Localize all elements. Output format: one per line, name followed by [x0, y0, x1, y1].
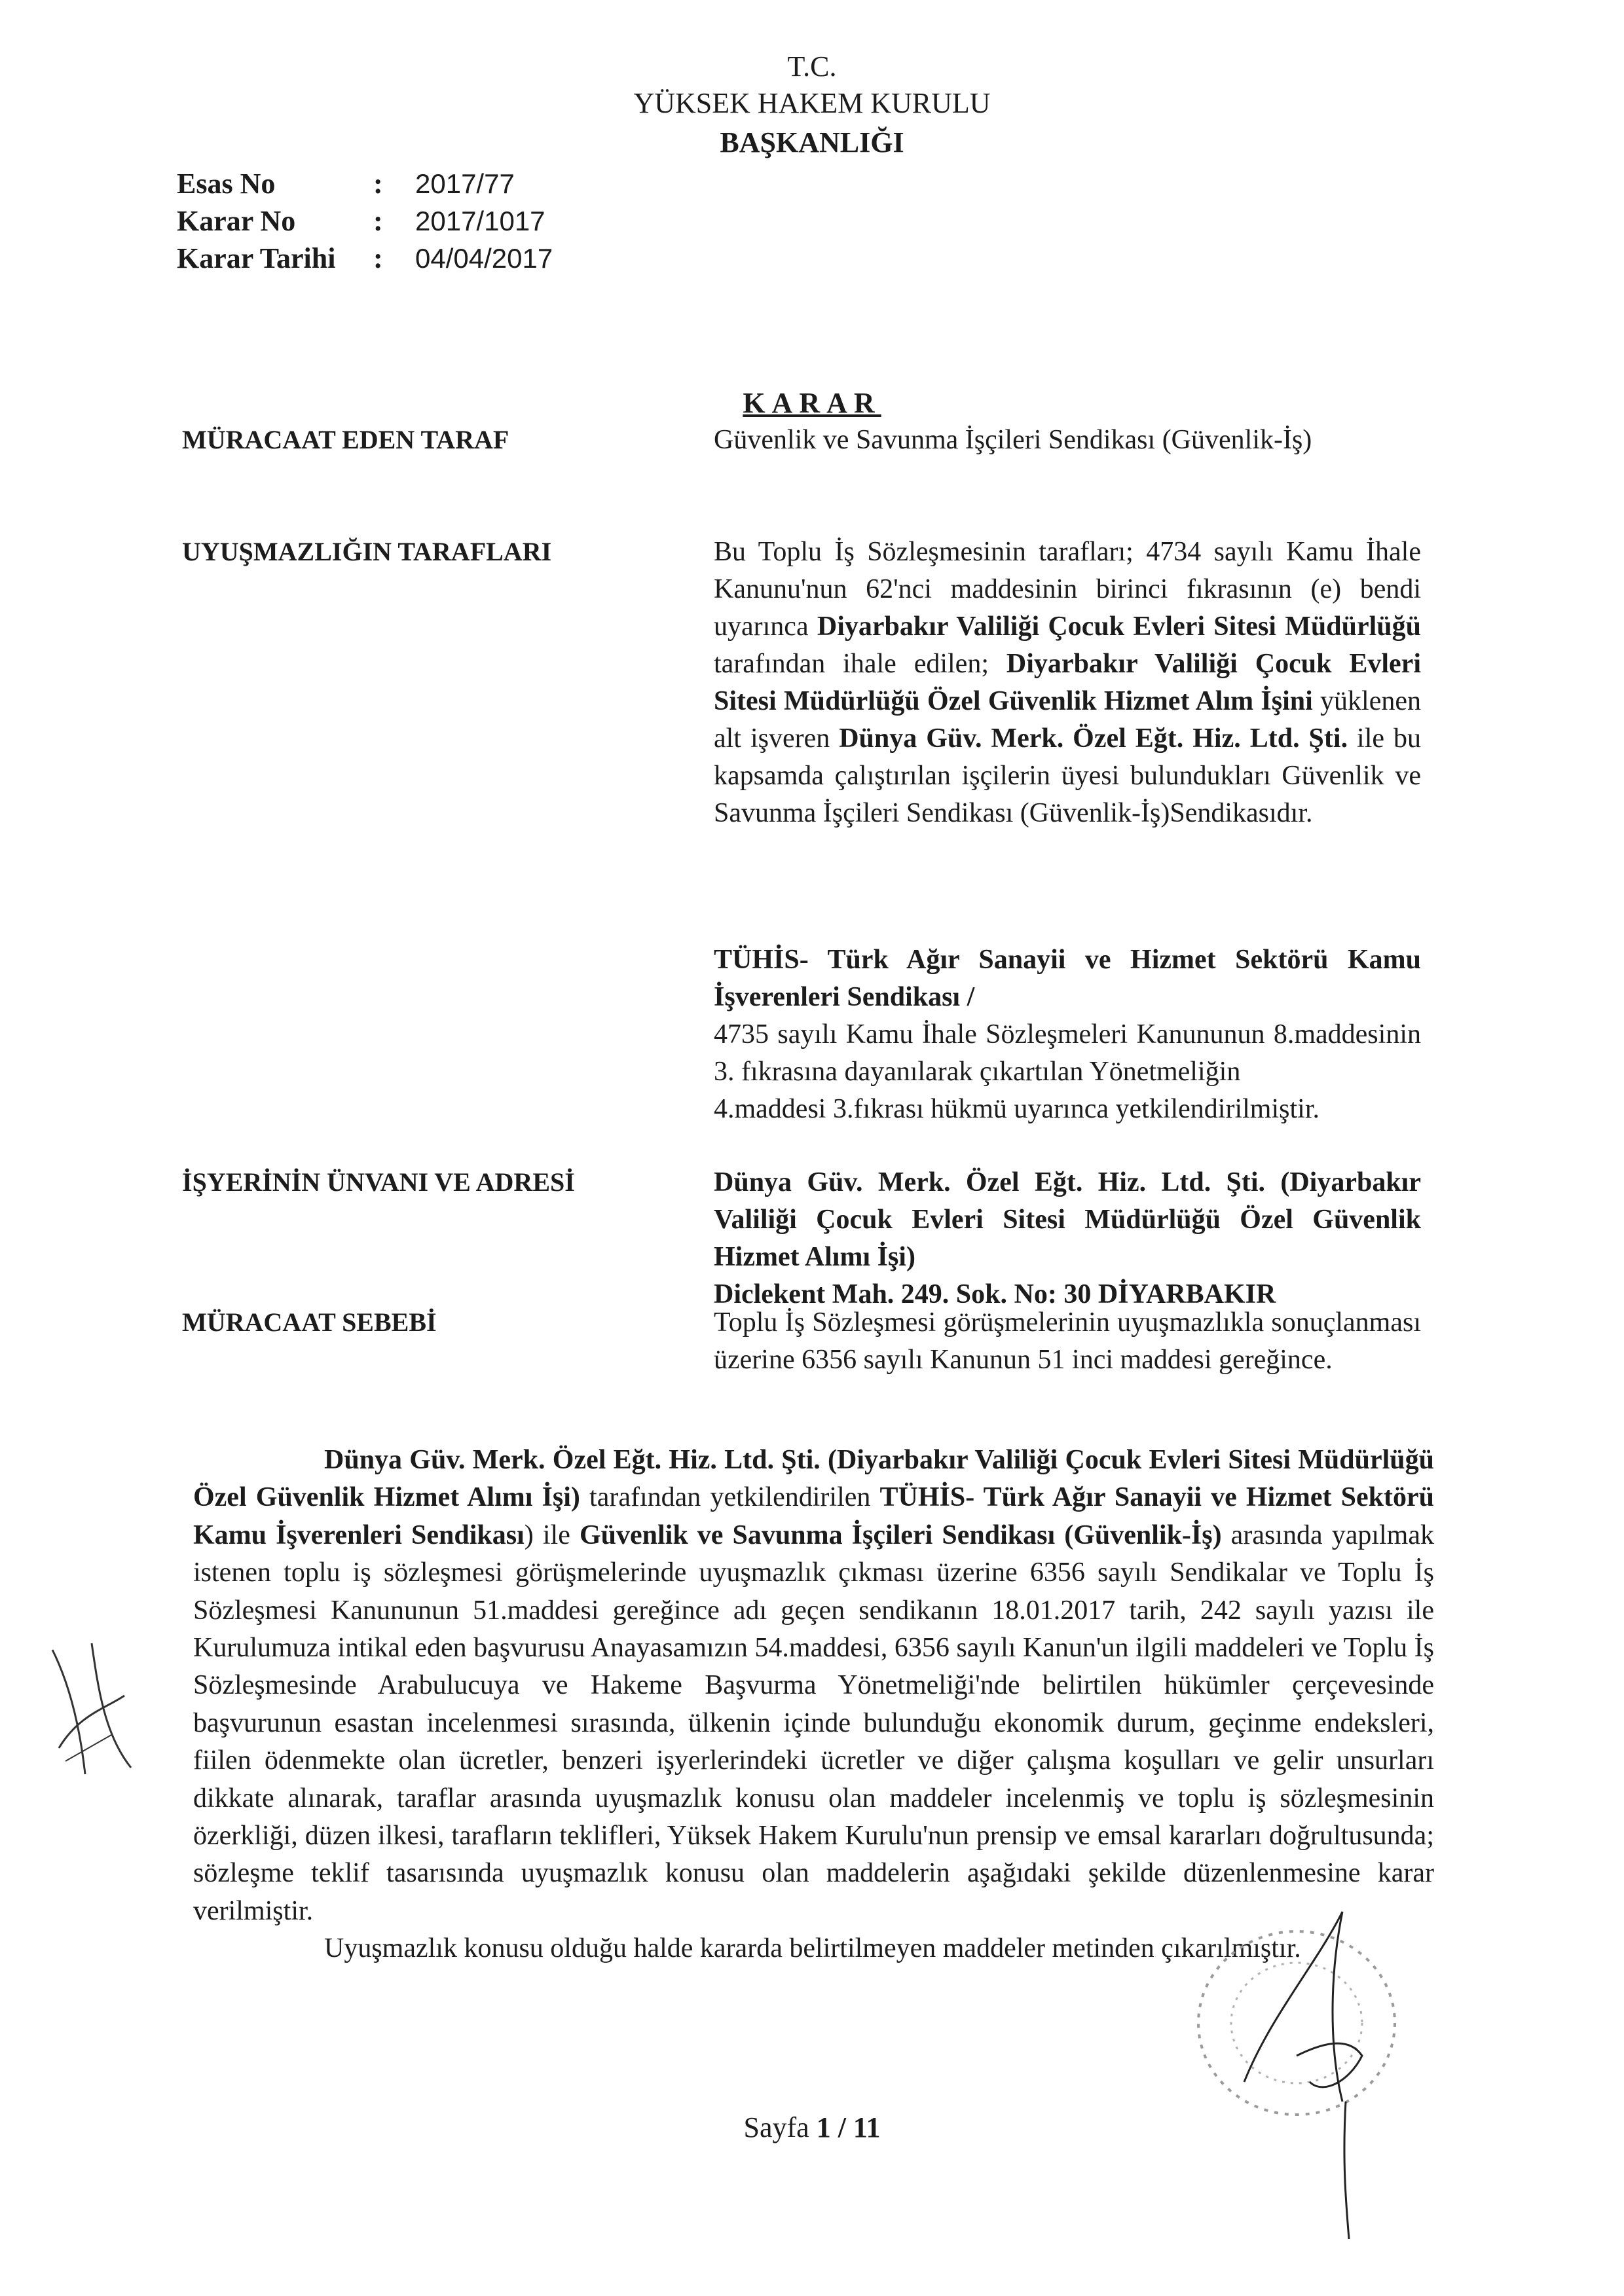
text-isyeri: [714, 1164, 1421, 1313]
body-paragraph-2: Uyuşmazlık konusu olduğu halde kararda belirtilmeyen maddeler metinden çıkarılmıştır.: [324, 1933, 1301, 1964]
meta-value: 2017/77: [415, 168, 515, 199]
page-number: 1 / 11: [816, 2111, 881, 2143]
text-taraflar-employer: [714, 941, 1421, 1128]
header-line-office: BAŞKANLIĞI: [720, 126, 904, 158]
meta-label: Karar Tarihi: [177, 242, 336, 274]
employer-union-name: TÜHİS- Türk Ağır Sanayii ve Hizmet Sektörü Kamu İşverenleri Sendikası /: [714, 945, 1421, 1012]
employer-union-basis: 4735 sayılı Kamu İhale Sözleşmeleri Kanununun 8.maddesinin 3. fıkrasına dayanılarak çıkartılan Yönetmeliğin: [714, 1019, 1421, 1087]
header-line-institution: YÜKSEK HAKEM KURULU: [633, 87, 991, 119]
body-bold: Dünya Güv. Merk. Özel Eğt. Hiz. Ltd. Şti. (Diyarbakır Valiliği Çocuk Evleri Sitesi Müdürlüğü Özel Güvenlik Hizmet Alımı İşi): [193, 1445, 1434, 1513]
body-bold: Güvenlik ve Savunma İşçileri Sendikası (Güvenlik-İş): [579, 1520, 1222, 1550]
taraflar-text: ile bu kapsamda çalıştırılan işçilerin üyesi bulundukları Güvenlik ve Savunma İşçileri Sendikası (Güvenlik-İş)Sendikasıdır.: [714, 723, 1422, 828]
taraflar-text: yüklenen alt işveren: [714, 686, 1421, 754]
meta-colon: :: [373, 205, 383, 237]
meta-colon: :: [373, 242, 383, 274]
taraflar-bold: Diyarbakır Valiliği Çocuk Evleri Sitesi Müdürlüğü: [817, 611, 1421, 642]
document-title: KARAR: [743, 387, 881, 419]
page-label: Sayfa: [743, 2111, 809, 2143]
meta-label: Esas No: [177, 168, 276, 200]
taraflar-text: tarafından ihale edilen;: [714, 649, 1006, 679]
meta-label: Karar No: [177, 205, 296, 237]
label-taraflar: UYUŞMAZLIĞIN TARAFLARI: [182, 537, 552, 566]
meta-row-karar-tarihi: [177, 240, 553, 277]
body-text: arasında yapılmak istenen toplu iş sözleşmesi görüşmelerinde uyuşmazlık çıkması üzerine 6356 sayılı Sendikalar ve Toplu İş Sözleşmesi Kanununun 51.maddesi gereğince adı geçen sendikanın 18.01.2017 tarih, 242 sayılı yazısı ile Kurulumuza intikal eden başvurusu Anayasamızın 54.maddesi, 6356 sayılı Kanun'un ilgili maddeleri ve Toplu İş Sözleşmesinde Arabulucuya ve Hakeme Başvurma Yönetmeliği'nde belirtilen hükümler çerçevesinde başvurunun esastan incelenmesi sırasında, ülkenin içinde bulunduğu ekonomik durum, geçinme endeksleri, fiilen ödenmekte olan ücretler, benzeri işyerlerindeki ücretler ve diğer çalışma koşulları ve gelir unsurları dikkate alınarak, taraflar arasında uyuşmazlık konusu olan maddeler incelenmiş ve toplu iş sözleşmesinin özerkliği, düzen ilkesi, tarafların teklifleri, Yüksek Hakem Kurulu'nun prensip ve emsal kararları doğrultusunda; sözleşme teklif tasarısında uyuşmazlık konusu olan maddelerin aşağıdaki şekilde düzenlenmesine karar verilmiştir.: [193, 1520, 1434, 1926]
case-metadata: [177, 165, 553, 277]
signature-mark-left: [39, 1637, 144, 1787]
meta-row-esas: [177, 165, 553, 202]
body-bold: TÜHİS- Türk Ağır Sanayii ve Hizmet Sektörü Kamu İşverenleri Sendikası: [193, 1482, 1434, 1550]
meta-row-karar-no: [177, 202, 553, 240]
decision-body: [193, 1442, 1434, 1968]
taraflar-paragraph-1: [714, 534, 1421, 832]
text-muracaat-eden: Güvenlik ve Savunma İşçileri Sendikası (Güvenlik-İş): [714, 425, 1312, 455]
meta-colon: :: [373, 168, 383, 200]
isyeri-name: Dünya Güv. Merk. Özel Eğt. Hiz. Ltd. Şti. (Diyarbakır Valiliği Çocuk Evleri Sitesi Müdürlüğü Özel Güvenlik Hizmet Alımı İşi): [714, 1167, 1421, 1272]
taraflar-bold: Diyarbakır Valiliği Çocuk Evleri Sitesi Müdürlüğü Özel Güvenlik Hizmet Alım İşini: [714, 649, 1421, 716]
body-text: tarafından yetkilendirilen: [580, 1482, 880, 1513]
taraflar-text: Bu Toplu İş Sözleşmesinin tarafları; 4734 sayılı Kamu İhale Kanunu'nun 62'nci maddesinin birinci fıkrasının (e) bendi uyarınca: [714, 537, 1421, 642]
body-paragraph-1: [193, 1442, 1434, 1930]
label-muracaat-eden: MÜRACAAT EDEN TARAF: [182, 425, 509, 454]
page-footer: [0, 2111, 1624, 2144]
label-sebep: MÜRACAAT SEBEBİ: [182, 1307, 437, 1337]
employer-union-basis-end: 4.maddesi 3.fıkrası hükmü uyarınca yetkilendirilmiştir.: [714, 1094, 1320, 1124]
taraflar-bold: Dünya Güv. Merk. Özel Eğt. Hiz. Ltd. Şti.: [839, 723, 1348, 754]
isyeri-address: Diclekent Mah. 249. Sok. No: 30 DİYARBAKIR: [714, 1279, 1276, 1309]
body-text: ) ile: [524, 1520, 580, 1550]
meta-value: 2017/1017: [415, 206, 545, 236]
meta-value: 04/04/2017: [415, 243, 553, 274]
text-sebep: Toplu İş Sözleşmesi görüşmelerinin uyuşmazlıkla sonuçlanması üzerine 6356 sayılı Kanunun 51 inci maddesi gereğince.: [714, 1307, 1421, 1375]
text-taraflar: [714, 534, 1421, 832]
header-line-tc: T.C.: [787, 50, 837, 82]
label-isyeri: İŞYERİNİN ÜNVANI VE ADRESİ: [182, 1167, 575, 1197]
